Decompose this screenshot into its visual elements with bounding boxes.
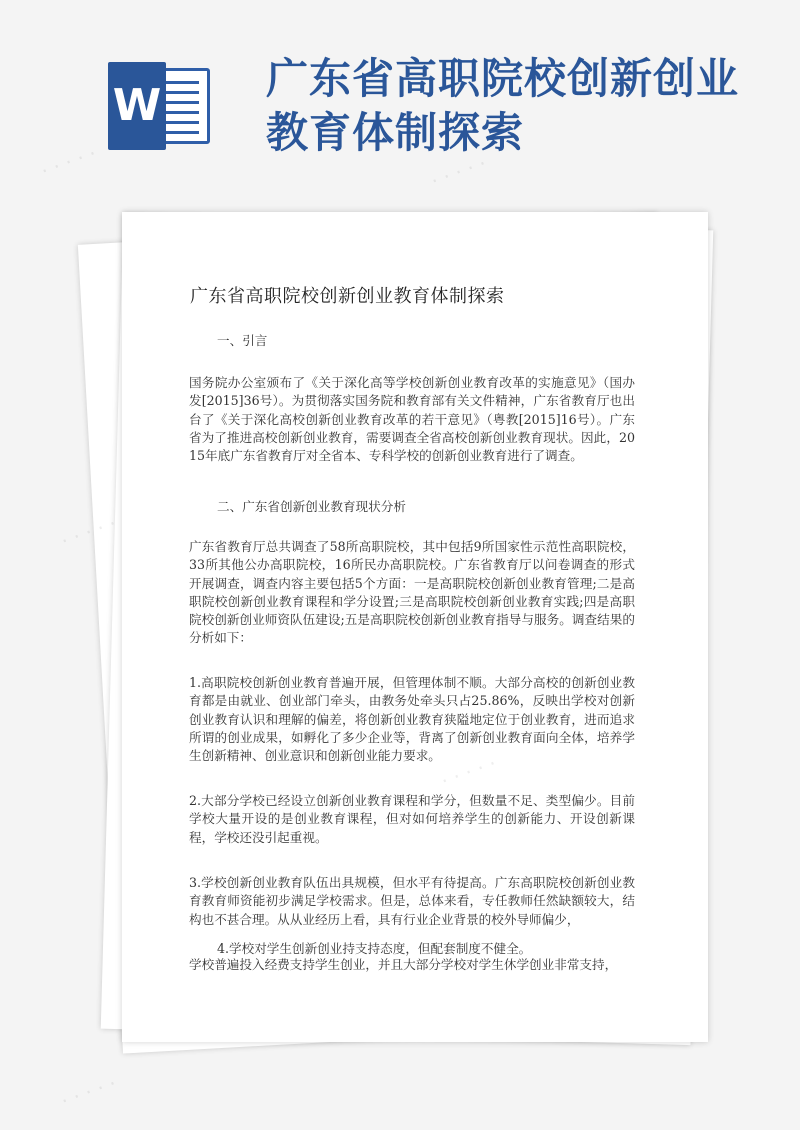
watermark: · · · · · [57,510,120,554]
paragraph-point-4: 学校普遍投入经费支持学生创业，并且大部分学校对学生休学创业非常支持， [189,957,618,972]
watermark: · · · · · [427,150,490,194]
banner [0,0,800,200]
paragraph-point-4-heading: 4.学校对学生创新创业持支持态度，但配套制度不健全。 [217,941,532,956]
section-heading-status: 二、广东省创新创业教育现状分析 [217,499,406,514]
document-title: 广东省高职院校创新创业教育体制探索 [190,286,505,307]
word-logo-letter: W [108,62,166,150]
paragraph-point-3: 3.学校创新创业教育队伍出具规模，但水平有待提高。广东高职院校创新创业教育教育师资能初步满足学校需求。但是，总体来看，专任教师任然缺额较大，结构也不甚合理。从从业经历上看，具有行业企业背景的校外导师偏少， [189,875,635,927]
section-heading-intro: 一、引言 [217,333,268,348]
banner-title: 广东省高职院校创新创业教育体制探索 [266,54,740,157]
watermark: · · · · · [57,1070,120,1114]
watermark: · · · · · [37,140,100,184]
paragraph-intro: 国务院办公室颁布了《关于深化高等学校创新创业教育改革的实施意见》（国办发[2015]36号）。为贯彻落实国务院和教育部有关文件精神，广东省教育厅也出台了《关于深化高校创新创业教育改革的若干意见》（粤教[2015]16号）。广东省为了推进高校创新创业教育，需要调查全省高校创新创业教育现状。因此，2015年底广东省教育厅对全省本、专科学校的创新创业教育进行了调查。 [189,375,635,464]
paragraph-survey: 广东省教育厅总共调查了58所高职院校，其中包括9所国家性示范性高职院校，33所其他公办高职院校，16所民办高职院校。广东省教育厅以问卷调查的形式开展调查，调查内容主要包括5个方面：一是高职院校创新创业教育管理;二是高职院校创新创业教育课程和学分设置;三是高职院校创新创业教育实践;四是高职院校创新创业师资队伍建设;五是高职院校创新创业教育指导与服务。调查结果的分析如下： [189,539,635,646]
paragraph-point-2: 2.大部分学校已经设立创新创业教育课程和学分，但数量不足、类型偏少。目前学校大量开设的是创业教育课程，但对如何培养学生的创新能力、开设创新课程，学校还没引起重视。 [189,793,635,845]
word-document-icon [108,62,214,150]
paragraph-point-1: 1.高职院校创新创业教育普遍开展，但管理体制不顺。大部分高校的创新创业教育都是由就业、创业部门牵头，由教务处牵头只占25.86%，反映出学校对创新创业教育认识和理解的偏差，将创新创业教育狭隘地定位于创业教育，进而追求所谓的创业成果，如孵化了多少企业等，背离了创新创业教育面向全体，培养学生创新精神、创业意识和创新创业能力要求。 [189,675,635,764]
